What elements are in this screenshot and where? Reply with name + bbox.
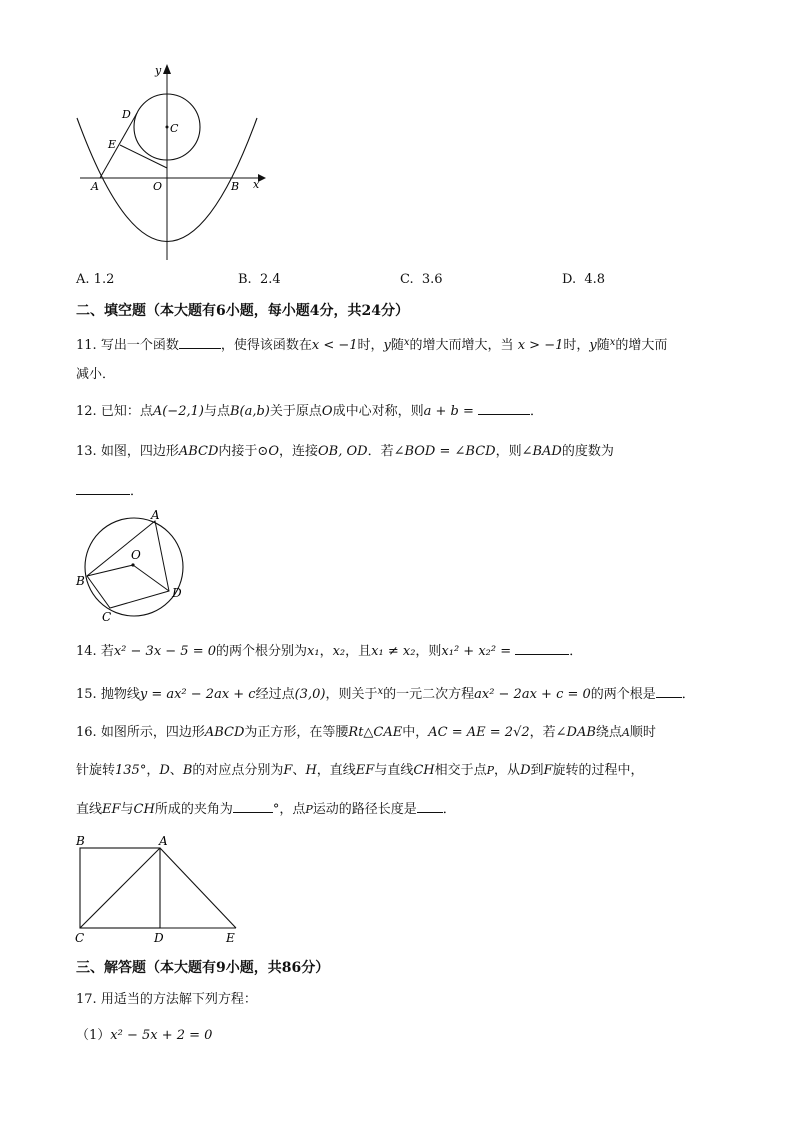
question-14: 14. 若x² − 3x − 5 = 0的两个根分别为x₁，x₂，且x₁ ≠ x₂，则x₁² + x₂² = ． — [76, 640, 582, 662]
label-d: D — [122, 108, 131, 121]
option-b[interactable]: B. 2.4 — [238, 272, 281, 287]
segment-ae — [160, 848, 236, 928]
question-13-cont: ． — [76, 480, 143, 502]
parabola-circle-figure — [70, 60, 270, 265]
label-o: O — [131, 548, 141, 562]
label-o: O — [153, 180, 163, 193]
answer-blank-16-path[interactable] — [417, 798, 443, 813]
question-13: 13. 如图，四边形ABCD内接于⊙O，连接OB, OD．若∠BOD = ∠BCD，则∠BAD的度数为 — [76, 444, 614, 459]
question-15: 15. 抛物线y = ax² − 2ax + c经过点(3,0)，则关于$^x$的一元二次方程ax² − 2ax + c = 0的两个根是 ． — [76, 682, 695, 705]
answer-blank-14[interactable] — [515, 640, 569, 655]
question-16-line3: 直线EF与CH所成的夹角为 °，点P运动的路径长度是 ． — [76, 798, 456, 820]
label-a: A — [151, 508, 160, 522]
question-12: 12. 已知：点A(−2,1)与点B(a,b)关于原点O成中心对称，则a + b = ． — [76, 400, 543, 422]
label-a: A — [91, 180, 99, 193]
inscribed-quadrilateral-figure — [70, 505, 200, 627]
quad-abcd — [87, 521, 169, 608]
square-triangle-figure — [70, 832, 250, 947]
answer-blank-16-angle[interactable] — [233, 798, 273, 813]
segments-ob-od — [87, 565, 169, 591]
question-16: 16. 如图所示，四边形ABCD为正方形，在等腰Rt△CAE中，AC = AE = 2√2，若∠DAB绕点A顺时 — [76, 725, 656, 740]
segment-eo — [120, 145, 167, 168]
label-b: B — [76, 834, 85, 848]
label-e: E — [226, 931, 235, 945]
question-11-cont: 减小． — [76, 367, 116, 382]
label-c: C — [102, 610, 112, 624]
y-axis-arrow — [163, 64, 171, 74]
answer-blank-15[interactable] — [656, 683, 682, 698]
label-b: B — [231, 180, 240, 193]
option-a[interactable]: A. 1.2 — [76, 272, 115, 287]
center-point — [166, 126, 169, 129]
answer-blank-11[interactable] — [179, 334, 221, 349]
question-16-line2: 针旋转135°，D、B的对应点分别为F、H，直线EF与直线CH相交于点P，从D到F旋转的过程中， — [76, 763, 644, 778]
label-e: E — [108, 138, 117, 151]
segment-ad — [100, 113, 137, 178]
answer-blank-12[interactable] — [478, 400, 530, 415]
label-c: C — [170, 122, 179, 135]
answer-blank-13[interactable] — [76, 480, 130, 495]
label-d: D — [172, 586, 182, 600]
question-17-part1: （1）x² − 5x + 2 = 0 — [76, 1028, 213, 1043]
option-d[interactable]: D. 4.8 — [562, 272, 606, 287]
label-b: B — [76, 574, 85, 588]
question-11: 11. 写出一个函数 ，使得该函数在x < −1时，y随$^x$的增大而增大，当 x > −1时，y随$^x$的增大而 — [76, 333, 667, 356]
label-a: A — [159, 834, 168, 848]
label-d: D — [154, 931, 164, 945]
segment-ac — [80, 848, 160, 928]
question-17: 17. 用适当的方法解下列方程： — [76, 992, 257, 1007]
option-c[interactable]: C. 3.6 — [400, 272, 443, 287]
label-c: C — [75, 931, 85, 945]
label-y: y — [155, 64, 162, 77]
section-heading-fill-in: 二、填空题（本大题有6小题，每小题4分，共24分） — [76, 303, 409, 319]
label-x: x — [253, 178, 260, 191]
section-heading-solve: 三、解答题（本大题有9小题，共86分） — [76, 960, 330, 976]
center-o-point — [131, 563, 134, 566]
